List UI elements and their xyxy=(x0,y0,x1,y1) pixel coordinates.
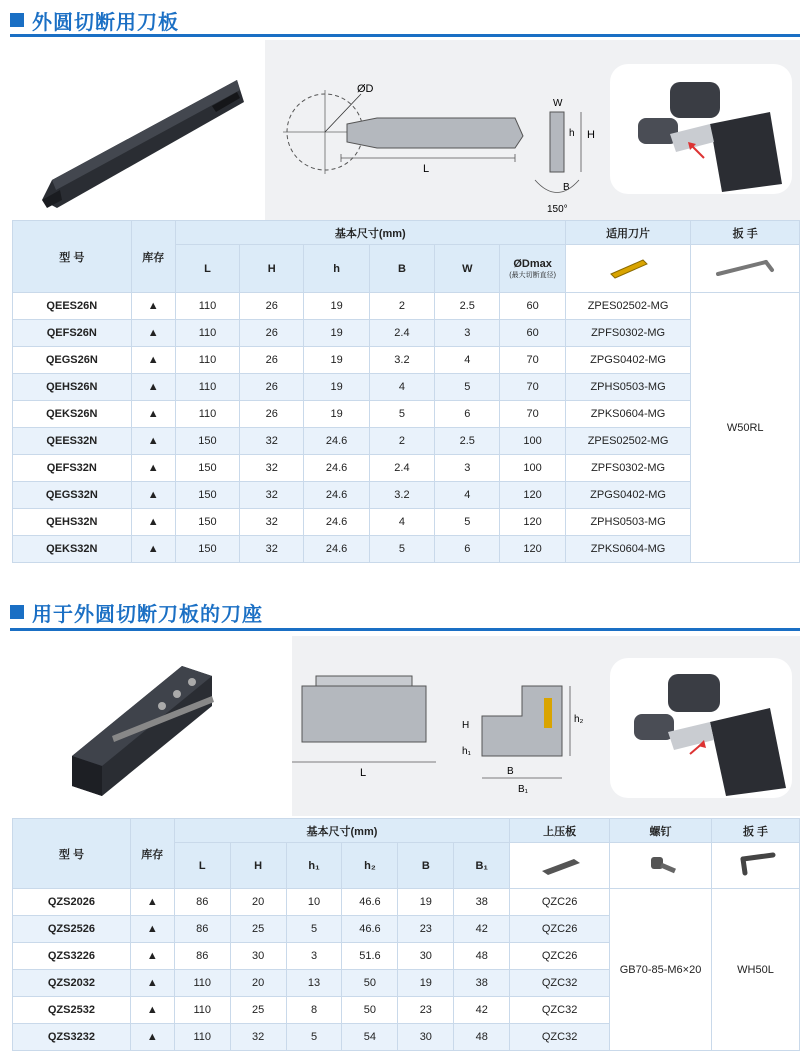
header-col-h: H xyxy=(240,245,304,293)
value-cell: 25 xyxy=(230,997,286,1024)
header-wrench: 扳 手 xyxy=(691,221,800,245)
wrench-value-cell: W50RL xyxy=(691,293,800,563)
blade-usage-photo xyxy=(610,64,792,194)
model-cell: QEKS32N xyxy=(13,536,132,563)
table-row xyxy=(13,889,800,916)
model-cell: QZS2026 xyxy=(13,889,131,916)
wrench2-value-cell: WH50L xyxy=(711,889,799,1051)
stock-cell: ▲ xyxy=(131,347,175,374)
value-cell: 3 xyxy=(286,943,342,970)
section2-rule xyxy=(10,628,800,631)
value-cell: 24.6 xyxy=(304,482,369,509)
parting-blade-photo xyxy=(12,40,265,220)
value-cell: 110 xyxy=(175,320,239,347)
model-cell: QEHS32N xyxy=(13,509,132,536)
value-cell: 24.6 xyxy=(304,428,369,455)
value-cell: 100 xyxy=(500,455,565,482)
value-cell: 110 xyxy=(174,1024,230,1051)
value-cell: 5 xyxy=(286,1024,342,1051)
header2-screw: 螺钉 xyxy=(610,819,712,843)
value-cell: 110 xyxy=(175,374,239,401)
table-row xyxy=(13,293,800,320)
header-col-h-small: h xyxy=(304,245,369,293)
value-cell: 38 xyxy=(454,970,510,997)
dim-label-h-small: h xyxy=(569,128,575,139)
header-stock: 库存 xyxy=(131,221,175,293)
insert-blade-icon xyxy=(603,254,653,280)
model-cell: QEES26N xyxy=(13,293,132,320)
value-cell: QZC32 xyxy=(510,1024,610,1051)
dim-label-d: ØD xyxy=(357,83,374,95)
stock-cell: ▲ xyxy=(130,970,174,997)
value-cell: 32 xyxy=(240,509,304,536)
value-cell: 6 xyxy=(435,401,500,428)
header2-col-l: L xyxy=(174,843,230,889)
holder-dim-label-b1: B₁ xyxy=(518,784,529,795)
header2-col-h1: h₁ xyxy=(286,843,342,889)
value-cell: 23 xyxy=(398,997,454,1024)
value-cell: 5 xyxy=(369,401,434,428)
value-cell: 2 xyxy=(369,293,434,320)
value-cell: 32 xyxy=(230,1024,286,1051)
value-cell: 46.6 xyxy=(342,889,398,916)
stock-cell: ▲ xyxy=(131,401,175,428)
value-cell: 24.6 xyxy=(304,455,369,482)
value-cell: ZPKS0604-MG xyxy=(565,401,691,428)
value-cell: 19 xyxy=(304,293,369,320)
value-cell: 30 xyxy=(398,943,454,970)
value-cell: 48 xyxy=(454,1024,510,1051)
value-cell: 3 xyxy=(435,320,500,347)
blade-insert-image xyxy=(565,245,691,293)
holder-dim-label-h2: h₂ xyxy=(574,714,584,725)
value-cell: 60 xyxy=(500,293,565,320)
dim-label-angle: 150° xyxy=(547,204,568,215)
value-cell: 19 xyxy=(304,347,369,374)
stock-cell: ▲ xyxy=(130,1024,174,1051)
value-cell: 50 xyxy=(342,997,398,1024)
value-cell: 3.2 xyxy=(369,482,434,509)
toolholder-usage-icon xyxy=(610,64,792,194)
section1-title: 外圆切断用刀板 xyxy=(32,9,179,34)
value-cell: 32 xyxy=(240,536,304,563)
value-cell: 20 xyxy=(230,889,286,916)
model-cell: QZS2526 xyxy=(13,916,131,943)
value-cell: 10 xyxy=(286,889,342,916)
stock-cell: ▲ xyxy=(131,293,175,320)
value-cell: 42 xyxy=(454,916,510,943)
value-cell: 110 xyxy=(175,401,239,428)
dim-label-w: W xyxy=(553,98,563,109)
value-cell: 110 xyxy=(174,997,230,1024)
value-cell: 4 xyxy=(369,374,434,401)
stock-cell: ▲ xyxy=(130,997,174,1024)
dim-label-h-big: H xyxy=(587,129,595,141)
value-cell: 5 xyxy=(286,916,342,943)
value-cell: ZPGS0402-MG xyxy=(565,347,691,374)
value-cell: 26 xyxy=(240,320,304,347)
table-row xyxy=(13,536,800,563)
toolholder-block-icon xyxy=(12,636,292,816)
value-cell: ZPKS0604-MG xyxy=(565,536,691,563)
value-cell: 70 xyxy=(500,347,565,374)
value-cell: 70 xyxy=(500,374,565,401)
value-cell: 150 xyxy=(175,428,239,455)
value-cell: 4 xyxy=(369,509,434,536)
model-cell: QEES32N xyxy=(13,428,132,455)
table-row xyxy=(13,374,800,401)
value-cell: 5 xyxy=(435,374,500,401)
value-cell: 54 xyxy=(342,1024,398,1051)
value-cell: 19 xyxy=(304,320,369,347)
value-cell: 20 xyxy=(230,970,286,997)
model-cell: QZS2532 xyxy=(13,997,131,1024)
value-cell: 120 xyxy=(500,482,565,509)
screw-icon xyxy=(631,851,691,877)
section1-table xyxy=(12,220,800,563)
value-cell: ZPGS0402-MG xyxy=(565,482,691,509)
section1-heading xyxy=(10,6,179,34)
value-cell: 50 xyxy=(342,970,398,997)
value-cell: 6 xyxy=(435,536,500,563)
table-row xyxy=(13,482,800,509)
value-cell: 5 xyxy=(369,536,434,563)
section2-images xyxy=(12,636,800,816)
header2-stock: 库存 xyxy=(130,819,174,889)
value-cell: 25 xyxy=(230,916,286,943)
value-cell: QZC26 xyxy=(510,889,610,916)
value-cell: 23 xyxy=(398,916,454,943)
model-cell: QZS2032 xyxy=(13,970,131,997)
stock-cell: ▲ xyxy=(131,536,175,563)
stock-cell: ▲ xyxy=(131,455,175,482)
blade-dimension-drawing xyxy=(265,40,610,220)
value-cell: 46.6 xyxy=(342,916,398,943)
dmax-label: ØDmax xyxy=(513,257,552,270)
stock-cell: ▲ xyxy=(131,509,175,536)
value-cell: 4 xyxy=(435,482,500,509)
value-cell: 150 xyxy=(175,455,239,482)
value-cell: 3.2 xyxy=(369,347,434,374)
section2-table xyxy=(12,818,800,1051)
value-cell: QZC32 xyxy=(510,997,610,1024)
value-cell: 42 xyxy=(454,997,510,1024)
value-cell: 32 xyxy=(240,428,304,455)
value-cell: QZC26 xyxy=(510,916,610,943)
value-cell: 3 xyxy=(435,455,500,482)
section1-rule xyxy=(10,34,800,37)
header2-wrench: 扳 手 xyxy=(711,819,799,843)
stock-cell: ▲ xyxy=(130,916,174,943)
stock-cell: ▲ xyxy=(131,320,175,347)
holder-dim-label-h: H xyxy=(462,720,470,731)
model-cell: QZS3232 xyxy=(13,1024,131,1051)
stock-cell: ▲ xyxy=(130,943,174,970)
wrench2-image xyxy=(711,843,799,889)
value-cell: 30 xyxy=(398,1024,454,1051)
header2-col-b: B xyxy=(398,843,454,889)
value-cell: 86 xyxy=(174,916,230,943)
table-row xyxy=(13,455,800,482)
dmax-note: (最大切断直径) xyxy=(509,271,556,279)
value-cell: 19 xyxy=(304,374,369,401)
header2-basic-dims: 基本尺寸(mm) xyxy=(174,819,509,843)
value-cell: 19 xyxy=(304,401,369,428)
stock-cell: ▲ xyxy=(131,374,175,401)
table-row xyxy=(13,320,800,347)
value-cell: 60 xyxy=(500,320,565,347)
value-cell: 110 xyxy=(175,347,239,374)
value-cell: 110 xyxy=(175,293,239,320)
header-model: 型 号 xyxy=(13,221,132,293)
value-cell: 26 xyxy=(240,374,304,401)
value-cell: 32 xyxy=(240,455,304,482)
value-cell: 5 xyxy=(435,509,500,536)
value-cell: 86 xyxy=(174,889,230,916)
value-cell: 70 xyxy=(500,401,565,428)
header2-col-h2: h₂ xyxy=(342,843,398,889)
stock-cell: ▲ xyxy=(131,482,175,509)
value-cell: 2 xyxy=(369,428,434,455)
value-cell: 19 xyxy=(398,970,454,997)
value-cell: 4 xyxy=(435,347,500,374)
value-cell: 100 xyxy=(500,428,565,455)
value-cell: 150 xyxy=(175,536,239,563)
table-row xyxy=(13,401,800,428)
value-cell: 19 xyxy=(398,889,454,916)
section-marker-icon xyxy=(10,605,24,619)
header2-col-h: H xyxy=(230,843,286,889)
parting-blade-icon xyxy=(12,40,265,220)
clamp-image xyxy=(510,843,610,889)
screw-value-cell: GB70-85-M6×20 xyxy=(610,889,712,1051)
model-cell: QEFS32N xyxy=(13,455,132,482)
table-row xyxy=(13,428,800,455)
value-cell: QZC26 xyxy=(510,943,610,970)
wrench-image xyxy=(691,245,800,293)
value-cell: ZPHS0503-MG xyxy=(565,509,691,536)
value-cell: 51.6 xyxy=(342,943,398,970)
value-cell: 32 xyxy=(240,482,304,509)
toolholder-usage-icon xyxy=(610,658,792,798)
dim-label-l: L xyxy=(423,163,430,175)
header2-model: 型 号 xyxy=(13,819,131,889)
screw-image xyxy=(610,843,712,889)
header2-clamp: 上压板 xyxy=(510,819,610,843)
value-cell: 120 xyxy=(500,509,565,536)
value-cell: 150 xyxy=(175,509,239,536)
value-cell: 30 xyxy=(230,943,286,970)
model-cell: QEFS26N xyxy=(13,320,132,347)
section1-images xyxy=(12,40,800,220)
holder-dim-label-b: B xyxy=(507,766,514,777)
value-cell: 26 xyxy=(240,293,304,320)
value-cell: 2.4 xyxy=(369,320,434,347)
value-cell: 86 xyxy=(174,943,230,970)
table-row xyxy=(13,347,800,374)
model-cell: QEHS26N xyxy=(13,374,132,401)
model-cell: QEGS32N xyxy=(13,482,132,509)
header-col-dmax xyxy=(500,245,565,293)
value-cell: 8 xyxy=(286,997,342,1024)
value-cell: 26 xyxy=(240,401,304,428)
value-cell: 2.4 xyxy=(369,455,434,482)
clamp-plate-icon xyxy=(530,851,590,877)
section2-heading xyxy=(10,598,263,626)
value-cell: 26 xyxy=(240,347,304,374)
stock-cell: ▲ xyxy=(130,889,174,916)
model-cell: QEKS26N xyxy=(13,401,132,428)
stock-cell: ▲ xyxy=(131,428,175,455)
value-cell: 13 xyxy=(286,970,342,997)
value-cell: QZC32 xyxy=(510,970,610,997)
value-cell: 38 xyxy=(454,889,510,916)
header-blade: 适用刀片 xyxy=(565,221,691,245)
value-cell: ZPES02502-MG xyxy=(565,428,691,455)
value-cell: 110 xyxy=(174,970,230,997)
header-col-w: W xyxy=(435,245,500,293)
dim-label-b: B xyxy=(563,182,570,193)
wrench-icon xyxy=(710,254,780,280)
header-col-b: B xyxy=(369,245,434,293)
holder-dimension-drawing xyxy=(292,636,610,816)
value-cell: 24.6 xyxy=(304,536,369,563)
header2-col-b1: B₁ xyxy=(454,843,510,889)
value-cell: ZPES02502-MG xyxy=(565,293,691,320)
value-cell: ZPHS0503-MG xyxy=(565,374,691,401)
holder-dim-label-l: L xyxy=(360,767,367,779)
header-col-l: L xyxy=(175,245,239,293)
toolholder-photo xyxy=(12,636,292,816)
value-cell: 2.5 xyxy=(435,293,500,320)
hex-wrench-icon xyxy=(725,851,785,877)
value-cell: ZPFS0302-MG xyxy=(565,320,691,347)
value-cell: 120 xyxy=(500,536,565,563)
value-cell: 48 xyxy=(454,943,510,970)
value-cell: 150 xyxy=(175,482,239,509)
value-cell: ZPFS0302-MG xyxy=(565,455,691,482)
holder-dim-label-h1: h₁ xyxy=(462,746,471,757)
model-cell: QZS3226 xyxy=(13,943,131,970)
value-cell: 24.6 xyxy=(304,509,369,536)
section2-title: 用于外圆切断刀板的刀座 xyxy=(32,601,263,626)
table-row xyxy=(13,509,800,536)
model-cell: QEGS26N xyxy=(13,347,132,374)
header-basic-dims: 基本尺寸(mm) xyxy=(175,221,565,245)
section-marker-icon xyxy=(10,13,24,27)
value-cell: 2.5 xyxy=(435,428,500,455)
holder-usage-photo xyxy=(610,658,792,798)
